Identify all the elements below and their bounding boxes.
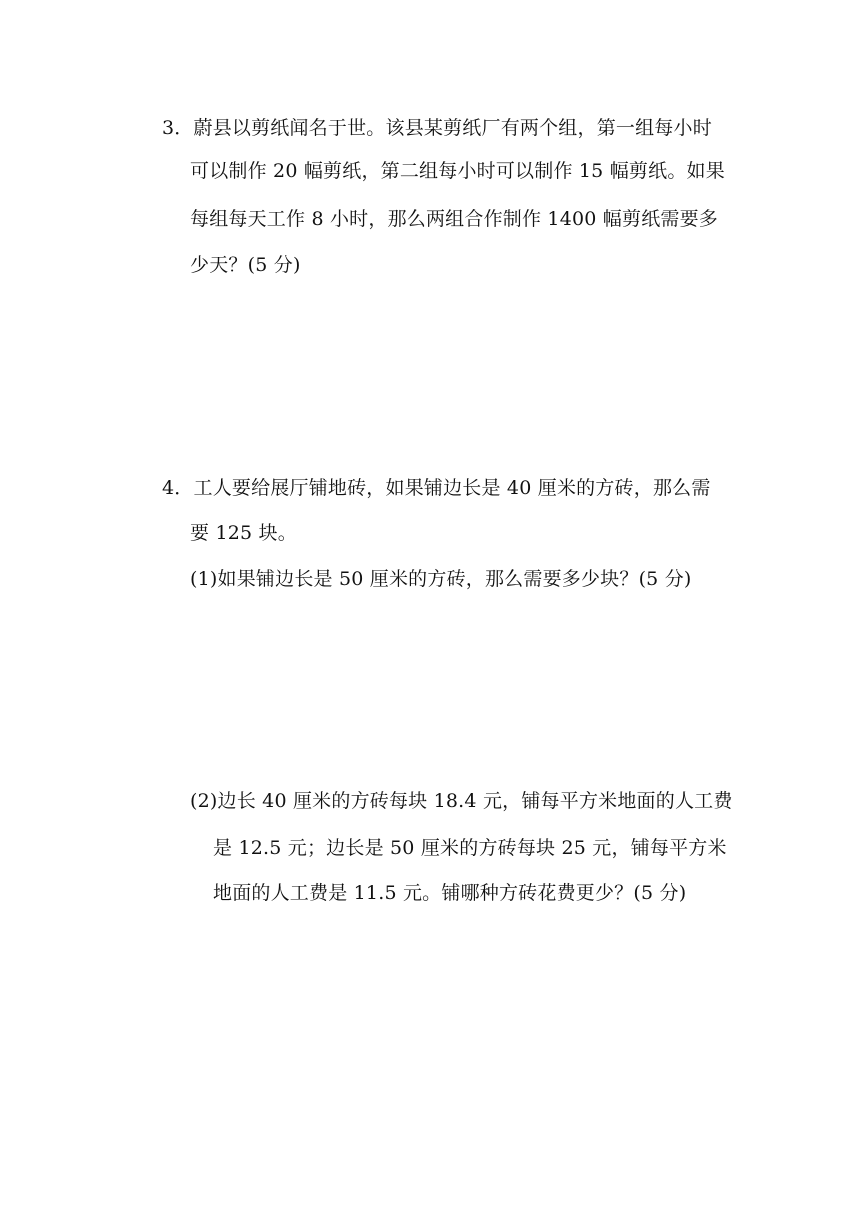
question-4-line-1: 4．工人要给展厅铺地砖，如果铺边长是 40 厘米的方砖，那么需 [162, 477, 711, 499]
question-3-line-2: 可以制作 20 幅剪纸，第二组每小时可以制作 15 幅剪纸。如果 [190, 160, 725, 182]
question-4-part-2-line-3: 地面的人工费是 11.5 元。铺哪种方砖花费更少？(5 分) [213, 882, 687, 904]
question-4-part-1-line-1: (1)如果铺边长是 50 厘米的方砖，那么需要多少块？(5 分) [190, 568, 692, 590]
question-4-part-2-line-2: 是 12.5 元；边长是 50 厘米的方砖每块 25 元，铺每平方米 [213, 837, 727, 859]
question-3-line-4: 少天？(5 分) [190, 254, 301, 276]
question-3-line-1: 3．蔚县以剪纸闻名于世。该县某剪纸厂有两个组，第一组每小时 [162, 117, 712, 139]
question-4-part-2-line-1: (2)边长 40 厘米的方砖每块 18.4 元，铺每平方米地面的人工费 [190, 790, 733, 812]
question-4-line-2: 要 125 块。 [190, 522, 297, 544]
question-3-line-3: 每组每天工作 8 小时，那么两组合作制作 1400 幅剪纸需要多 [190, 208, 719, 230]
